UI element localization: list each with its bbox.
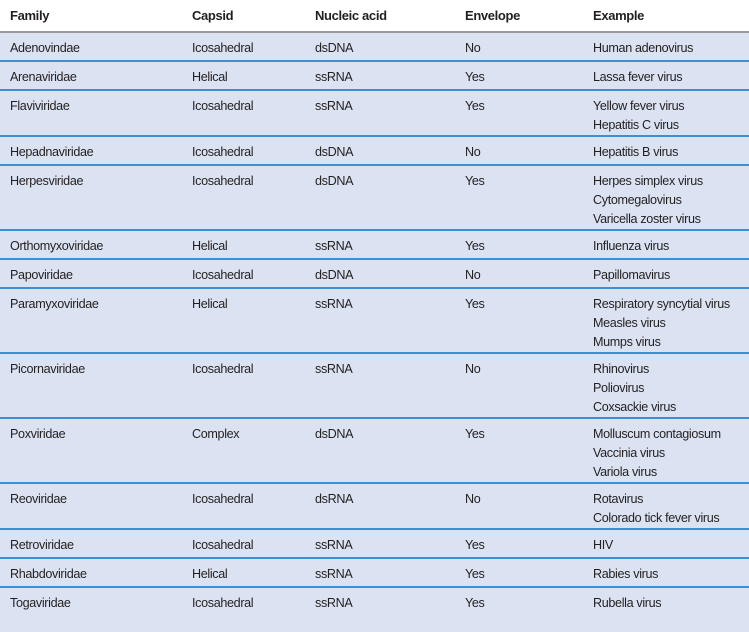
capsid-cell: Helical	[182, 61, 305, 90]
capsid-cell: Icosahedral	[182, 90, 305, 136]
example-item: Papillomavirus	[593, 268, 670, 282]
envelope-cell: Yes	[465, 596, 485, 610]
family-cell: Togaviridae	[10, 596, 71, 610]
capsid-cell: Complex	[182, 418, 305, 483]
nucleic-acid-cell: ssRNA	[305, 230, 455, 259]
example-cell	[583, 32, 749, 61]
envelope-cell: No	[455, 259, 583, 288]
example-cell	[583, 558, 749, 587]
table-row	[0, 483, 749, 529]
envelope-cell: Yes	[455, 61, 583, 90]
header-nucleic-acid: Nucleic acid	[305, 0, 455, 32]
header-envelope: Envelope	[455, 0, 583, 32]
capsid-cell: Icosahedral	[182, 483, 305, 529]
nucleic-acid-cell: dsDNA	[305, 259, 455, 288]
family-cell: Flaviviridae	[0, 90, 182, 136]
example-item: Colorado tick fever virus	[593, 511, 720, 525]
example-cell	[583, 418, 749, 483]
example-cell	[583, 90, 749, 136]
example-cell	[583, 136, 749, 165]
capsid-cell: Icosahedral	[182, 32, 305, 61]
example-item: Herpes simplex virus	[593, 174, 703, 188]
capsid-cell: Helical	[182, 288, 305, 353]
nucleic-acid-cell: dsDNA	[305, 418, 455, 483]
table-row	[0, 32, 749, 61]
family-cell: Adenovindae	[0, 32, 182, 61]
family-cell: Poxviridae	[0, 418, 182, 483]
example-cell	[583, 61, 749, 90]
envelope-cell: No	[455, 483, 583, 529]
example-item: Lassa fever virus	[593, 70, 683, 84]
example-item: Rotavirus	[593, 492, 644, 506]
nucleic-acid-cell: dsDNA	[305, 32, 455, 61]
example-cell	[583, 483, 749, 529]
example-item: Rubella virus	[593, 596, 662, 610]
capsid-cell: Icosahedral	[182, 136, 305, 165]
table-row	[0, 353, 749, 418]
example-item: Variola virus	[593, 465, 657, 479]
family-cell: Rhabdoviridae	[0, 558, 182, 587]
table-row	[0, 259, 749, 288]
family-cell: Herpesviridae	[0, 165, 182, 230]
family-cell: Reoviridae	[0, 483, 182, 529]
example-cell	[583, 288, 749, 353]
envelope-cell: No	[455, 32, 583, 61]
example-item: Cytomegalovirus	[593, 193, 682, 207]
table-row	[0, 418, 749, 483]
table-row	[0, 61, 749, 90]
capsid-cell: Icosahedral	[182, 353, 305, 418]
table-row	[0, 288, 749, 353]
envelope-cell: Yes	[455, 230, 583, 259]
nucleic-acid-cell: ssRNA	[305, 558, 455, 587]
envelope-cell: Yes	[455, 418, 583, 483]
example-item: Yellow fever virus	[593, 99, 685, 113]
envelope-cell: Yes	[455, 165, 583, 230]
table-row	[0, 587, 749, 615]
nucleic-acid-cell: ssRNA	[305, 353, 455, 418]
example-item: Hepatitis C virus	[593, 118, 679, 132]
nucleic-acid-cell: ssRNA	[305, 61, 455, 90]
table-body	[0, 32, 749, 615]
envelope-cell: Yes	[455, 288, 583, 353]
envelope-cell: Yes	[455, 558, 583, 587]
table-row	[0, 90, 749, 136]
table-row	[0, 558, 749, 587]
family-cell: Orthomyxoviridae	[0, 230, 182, 259]
nucleic-acid-cell: ssRNA	[305, 90, 455, 136]
table-row	[0, 529, 749, 558]
example-item: Coxsackie virus	[593, 400, 676, 414]
envelope-cell: Yes	[455, 529, 583, 558]
example-item: Hepatitis B virus	[593, 145, 679, 159]
family-cell: Retroviridae	[0, 529, 182, 558]
family-cell: Papoviridae	[0, 259, 182, 288]
capsid-cell: Icosahedral	[192, 596, 254, 610]
example-item: Influenza virus	[593, 239, 669, 253]
example-item: Rhinovirus	[593, 362, 649, 376]
nucleic-acid-cell: ssRNA	[305, 288, 455, 353]
header-row	[0, 0, 749, 32]
family-cell: Hepadnaviridae	[0, 136, 182, 165]
capsid-cell: Helical	[182, 230, 305, 259]
example-cell	[583, 165, 749, 230]
example-item: Varicella zoster virus	[593, 212, 701, 226]
family-cell: Picornaviridae	[0, 353, 182, 418]
example-item: Mumps virus	[593, 335, 661, 349]
capsid-cell: Icosahedral	[182, 165, 305, 230]
header-family: Family	[0, 0, 182, 32]
envelope-cell: No	[455, 353, 583, 418]
example-cell	[583, 353, 749, 418]
example-item: Rabies virus	[593, 567, 659, 581]
capsid-cell: Icosahedral	[182, 259, 305, 288]
nucleic-acid-cell: dsDNA	[305, 136, 455, 165]
envelope-cell: Yes	[455, 90, 583, 136]
example-item: Measles virus	[593, 316, 666, 330]
family-cell: Arenaviridae	[0, 61, 182, 90]
nucleic-acid-cell: ssRNA	[315, 596, 353, 610]
example-item: Respiratory syncytial virus	[593, 297, 730, 311]
example-cell	[583, 230, 749, 259]
example-item: HIV	[593, 538, 613, 552]
table-row	[0, 230, 749, 259]
nucleic-acid-cell: dsRNA	[305, 483, 455, 529]
example-item: Poliovirus	[593, 381, 645, 395]
header-capsid: Capsid	[182, 0, 305, 32]
example-item: Human adenovirus	[593, 41, 694, 55]
nucleic-acid-cell: dsDNA	[305, 165, 455, 230]
header-example: Example	[583, 0, 749, 32]
example-cell	[583, 587, 749, 615]
family-cell: Paramyxoviridae	[0, 288, 182, 353]
example-cell	[583, 259, 749, 288]
example-cell	[583, 529, 749, 558]
capsid-cell: Helical	[182, 558, 305, 587]
envelope-cell: No	[455, 136, 583, 165]
nucleic-acid-cell: ssRNA	[305, 529, 455, 558]
capsid-cell: Icosahedral	[182, 529, 305, 558]
example-item: Molluscum contagiosum	[593, 427, 721, 441]
table-row	[0, 136, 749, 165]
example-item: Vaccinia virus	[593, 446, 665, 460]
table-row	[0, 165, 749, 230]
